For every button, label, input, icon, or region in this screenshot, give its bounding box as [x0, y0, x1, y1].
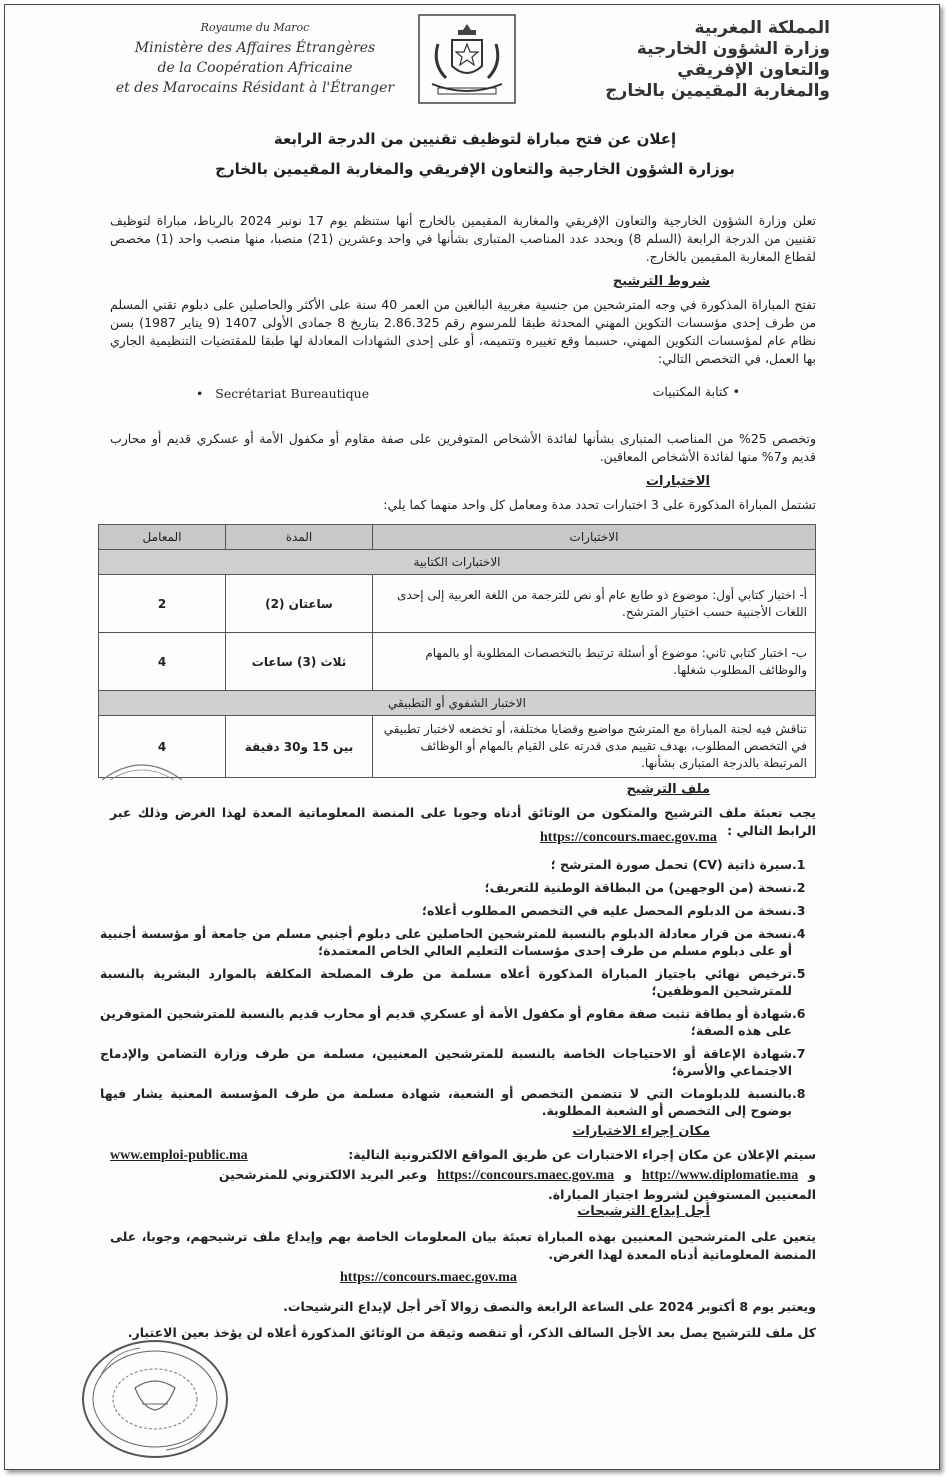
header-ar-line-2: وزارة الشؤون الخارجية: [636, 39, 830, 59]
col-exams: الاختبارات: [373, 525, 816, 550]
intro-paragraph: تعلن وزارة الشؤون الخارجية والتعاون الإفريقي والمغاربة المقيمين بالخارج أنها ستنظم يوم 17 نونبر 2024 بالرباط، مباراة لتوظيف تقنيين من الدرجة الرابعة (السلم 8) ويحدد عدد المناصب المتبارى بشأنها في واحد وعشرين (21) منصبا، منها منصب واحد (1) مخصص لقطاع المغاربة المقيمين بالخارج.: [110, 213, 816, 264]
coat-of-arms-emblem: [418, 14, 516, 104]
written-band: [99, 550, 816, 575]
exams-heading: الاختبارات: [645, 474, 710, 489]
concours-link[interactable]: https://concours.maec.gov.ma: [437, 1168, 615, 1183]
place-and-2: و: [624, 1167, 632, 1182]
place-text-3: المعنيين المستوفين لشروط اجتياز المباراة.: [547, 1187, 816, 1202]
place-section: [110, 1146, 816, 1204]
list-item: .5 ترخيص نهائي باجتياز المباراة المذكورة أعلاه مسلمة من طرف المصلحة المكلفة بالموارد البشرية بالنسبة للمترشحين الموظفين؛: [100, 966, 806, 998]
place-text: سيتم الإعلان عن مكان إجراء الاختبارات عن طريق المواقع الالكترونية التالية:: [348, 1147, 816, 1162]
header-fr-line-2: Ministère des Affaires Étrangères: [134, 40, 376, 56]
final-note: كل ملف للترشيح يصل بعد الأجل السالف الذكر، أو تنقصه وثيقة من الوثائق المذكورة أعلاه لن يؤخذ بعين الاعتبار.: [127, 1325, 816, 1340]
exam-duration: ساعتان (2): [226, 575, 373, 633]
diplomatie-link[interactable]: http://www.diplomatie.ma: [641, 1168, 799, 1183]
list-item: .3 نسخة من الدبلوم المحصل عليه في التخصص المطلوب أعلاه؛: [422, 903, 806, 918]
header-fr-line-3: de la Coopération Africaine: [157, 60, 353, 76]
specialty-arabic-label: كتابة المكتبيات: [652, 384, 729, 399]
place-and-1: و: [808, 1167, 816, 1182]
documents-list: [100, 856, 820, 1125]
header-arabic: [590, 18, 830, 102]
col-duration: المدة: [226, 525, 373, 550]
exams-intro: تشتمل المباراة المذكورة على 3 اختبارات تحدد مدة ومعامل كل واحد منهما كما يلي:: [383, 497, 816, 512]
exam-coef: 4: [99, 633, 226, 691]
deadline-heading: أجل إيداع الترشيحات: [577, 1204, 710, 1219]
header-french: [110, 18, 400, 98]
exam-desc: تناقش فيه لجنة المباراة مع المترشح مواضيع وقضايا مختلفة، أو تخضعه لاختبار تطبيقي في التخصص المطلوب، بهدف تقييم مدى قدرته على القيام بالمهام أو الوظائف المرتبطة بالدرجة المتبارى بشأنها.: [373, 716, 816, 778]
header-ar-line-1: المملكة المغربية: [694, 18, 830, 38]
place-heading: مكان إجراء الاختبارات: [572, 1124, 710, 1139]
official-seal: [80, 1338, 230, 1460]
oral-band-label: الاختبار الشفوي أو التطبيقي: [99, 691, 816, 716]
table-row: [99, 633, 816, 691]
conditions-heading: شروط الترشيح: [612, 274, 710, 289]
quota-paragraph: وتخصص 25% من المناصب المتبارى بشأنها لفائدة الأشخاص المتوفرين على صفة مقاوم أو مكفول الأمة أو عسكري قديم أو محارب قديم و7% منها لفائدة الأشخاص المعاقين.: [110, 431, 816, 464]
bullet-dot: •: [728, 384, 740, 399]
list-item: .2 نسخة (من الوجهين) من البطاقة الوطنية للتعريف؛: [484, 880, 806, 895]
list-item: .6 شهادة أو بطاقة تثبت صفة مقاوم أو مكفول الأمة أو عسكري قديم أو محارب قديم بالنسبة للمترشحين المتوفرين على هذه الصفة؛: [100, 1006, 806, 1038]
deadline-date: ويعتبر يوم 8 أكتوبر 2024 على الساعة الرابعة والنصف زوالا آخر أجل لإيداع الترشيحات.: [283, 1299, 816, 1314]
exam-coef: 4: [99, 716, 226, 778]
exams-table: [98, 524, 816, 778]
deadline-url-link[interactable]: https://concours.maec.gov.ma: [340, 1270, 517, 1285]
exam-duration: بين 15 و30 دقيقة: [226, 716, 373, 778]
list-item: .7 شهادة الإعاقة أو الاحتياجات الخاصة بالنسبة للمترشحين المعنيين، مسلمة من طرف وزارة التضامن والإدماج الاجتماعي والأسرة؛: [100, 1046, 806, 1078]
exam-coef: 2: [99, 575, 226, 633]
stamp-fragment: [96, 756, 186, 780]
specialty-french: [196, 386, 456, 401]
header-ar-line-4: والمغاربة المقيمين بالخارج: [605, 81, 830, 101]
exams-table-header: [99, 525, 816, 550]
announcement-subtitle: بوزارة الشؤون الخارجية والتعاون الإفريقي والمغاربة المقيمين بالخارج: [215, 160, 735, 178]
bullet-dot-2: •: [196, 386, 216, 401]
specialty-french-label: Secrétariat Bureautique: [215, 386, 370, 401]
list-item: .4 نسخة من قرار معادلة الدبلوم بالنسبة للمترشحين الحاصلين على دبلوم أجنبي مسلم من جامعة أو مؤسسة أجنبية أو على دبلوم مسلم من طرف إحدى مؤسسات التعليم العالي الخاص المعتمدة؛: [100, 926, 806, 958]
exam-duration: ثلاث (3) ساعات: [226, 633, 373, 691]
exam-desc: ب- اختبار كتابي ثاني: موضوع أو أسئلة ترتبط بالتخصصات المطلوبة أو بالمهام والوظائف المطلوب شغلها.: [373, 633, 816, 691]
header-fr-line-4: et des Marocains Résidant à l'Étranger: [115, 80, 395, 96]
list-item: .8 بالنسبة للدبلومات التي لا تتضمن التخصص أو الشعبة، شهادة مسلمة من طرف المؤسسة المعنية يشار فيها بوضوح إلى التخصص أو الشعبة المطلوبة.: [100, 1086, 806, 1118]
file-url-link[interactable]: https://concours.maec.gov.ma: [540, 830, 717, 845]
file-heading: ملف الترشيح: [626, 782, 710, 797]
file-intro: يجب تعبئة ملف الترشيح والمتكون من الوثائق أدناه وجوبا على المنصة المعلوماتية المعدة لهذا الغرض وذلك عبر الرابط التالي :: [110, 805, 816, 838]
deadline-text: يتعين على المترشحين المعنيين بهذه المباراة تعبئة بيان المعلومات الخاصة بهم وإيداع ملف ترشيحهم، وجوبا، على المنصة المعلوماتية أدناه المعدة لهذا الغرض.: [110, 1229, 816, 1262]
announcement-title: إعلان عن فتح مباراة لتوظيف تقنيين من الدرجة الرابعة: [273, 130, 677, 148]
list-item: .1 سيرة ذاتية (CV) تحمل صورة المترشح ؛: [550, 857, 806, 872]
col-coef: المعامل: [99, 525, 226, 550]
conditions-paragraph: تفتح المباراة المذكورة في وجه المترشحين من جنسية مغربية البالغين من العمر 40 سنة على الأكثر والحاصلين على دبلوم تقني المسلم من طرف إحدى مؤسسات التكوين المهني المحدثة طبقا للمرسوم رقم 2.86.325 بتاريخ 8 جمادى الأولى 1407 (9 يناير 1987) بسن نظام عام لمؤسسات التكوين المهني، حسبما وقع تغييره وتتميمه، أو على إحدى الشهادات المعادلة لها طبقا للمقتضيات التنظيمية الجاري بها العمل، في التخصص التالي:: [110, 297, 817, 366]
header-ar-line-3: والتعاون الإفريقي: [677, 60, 830, 80]
table-row: [99, 575, 816, 633]
header-fr-line-1: Royaume du Maroc: [200, 21, 310, 34]
emploi-public-link[interactable]: www.emploi-public.ma: [110, 1148, 248, 1163]
oral-band: [99, 691, 816, 716]
written-band-label: الاختبارات الكتابية: [99, 550, 816, 575]
place-text-2: وعبر البريد الالكتروني للمترشحين: [218, 1167, 428, 1182]
exam-desc: أ- اختبار كتابي أول: موضوع ذو طابع عام أو نص للترجمة من اللغة العربية إلى إحدى اللغات الأجنبية حسب اختيار المترشح.: [373, 575, 816, 633]
table-row: [99, 716, 816, 778]
specialty-arabic: [560, 384, 740, 399]
